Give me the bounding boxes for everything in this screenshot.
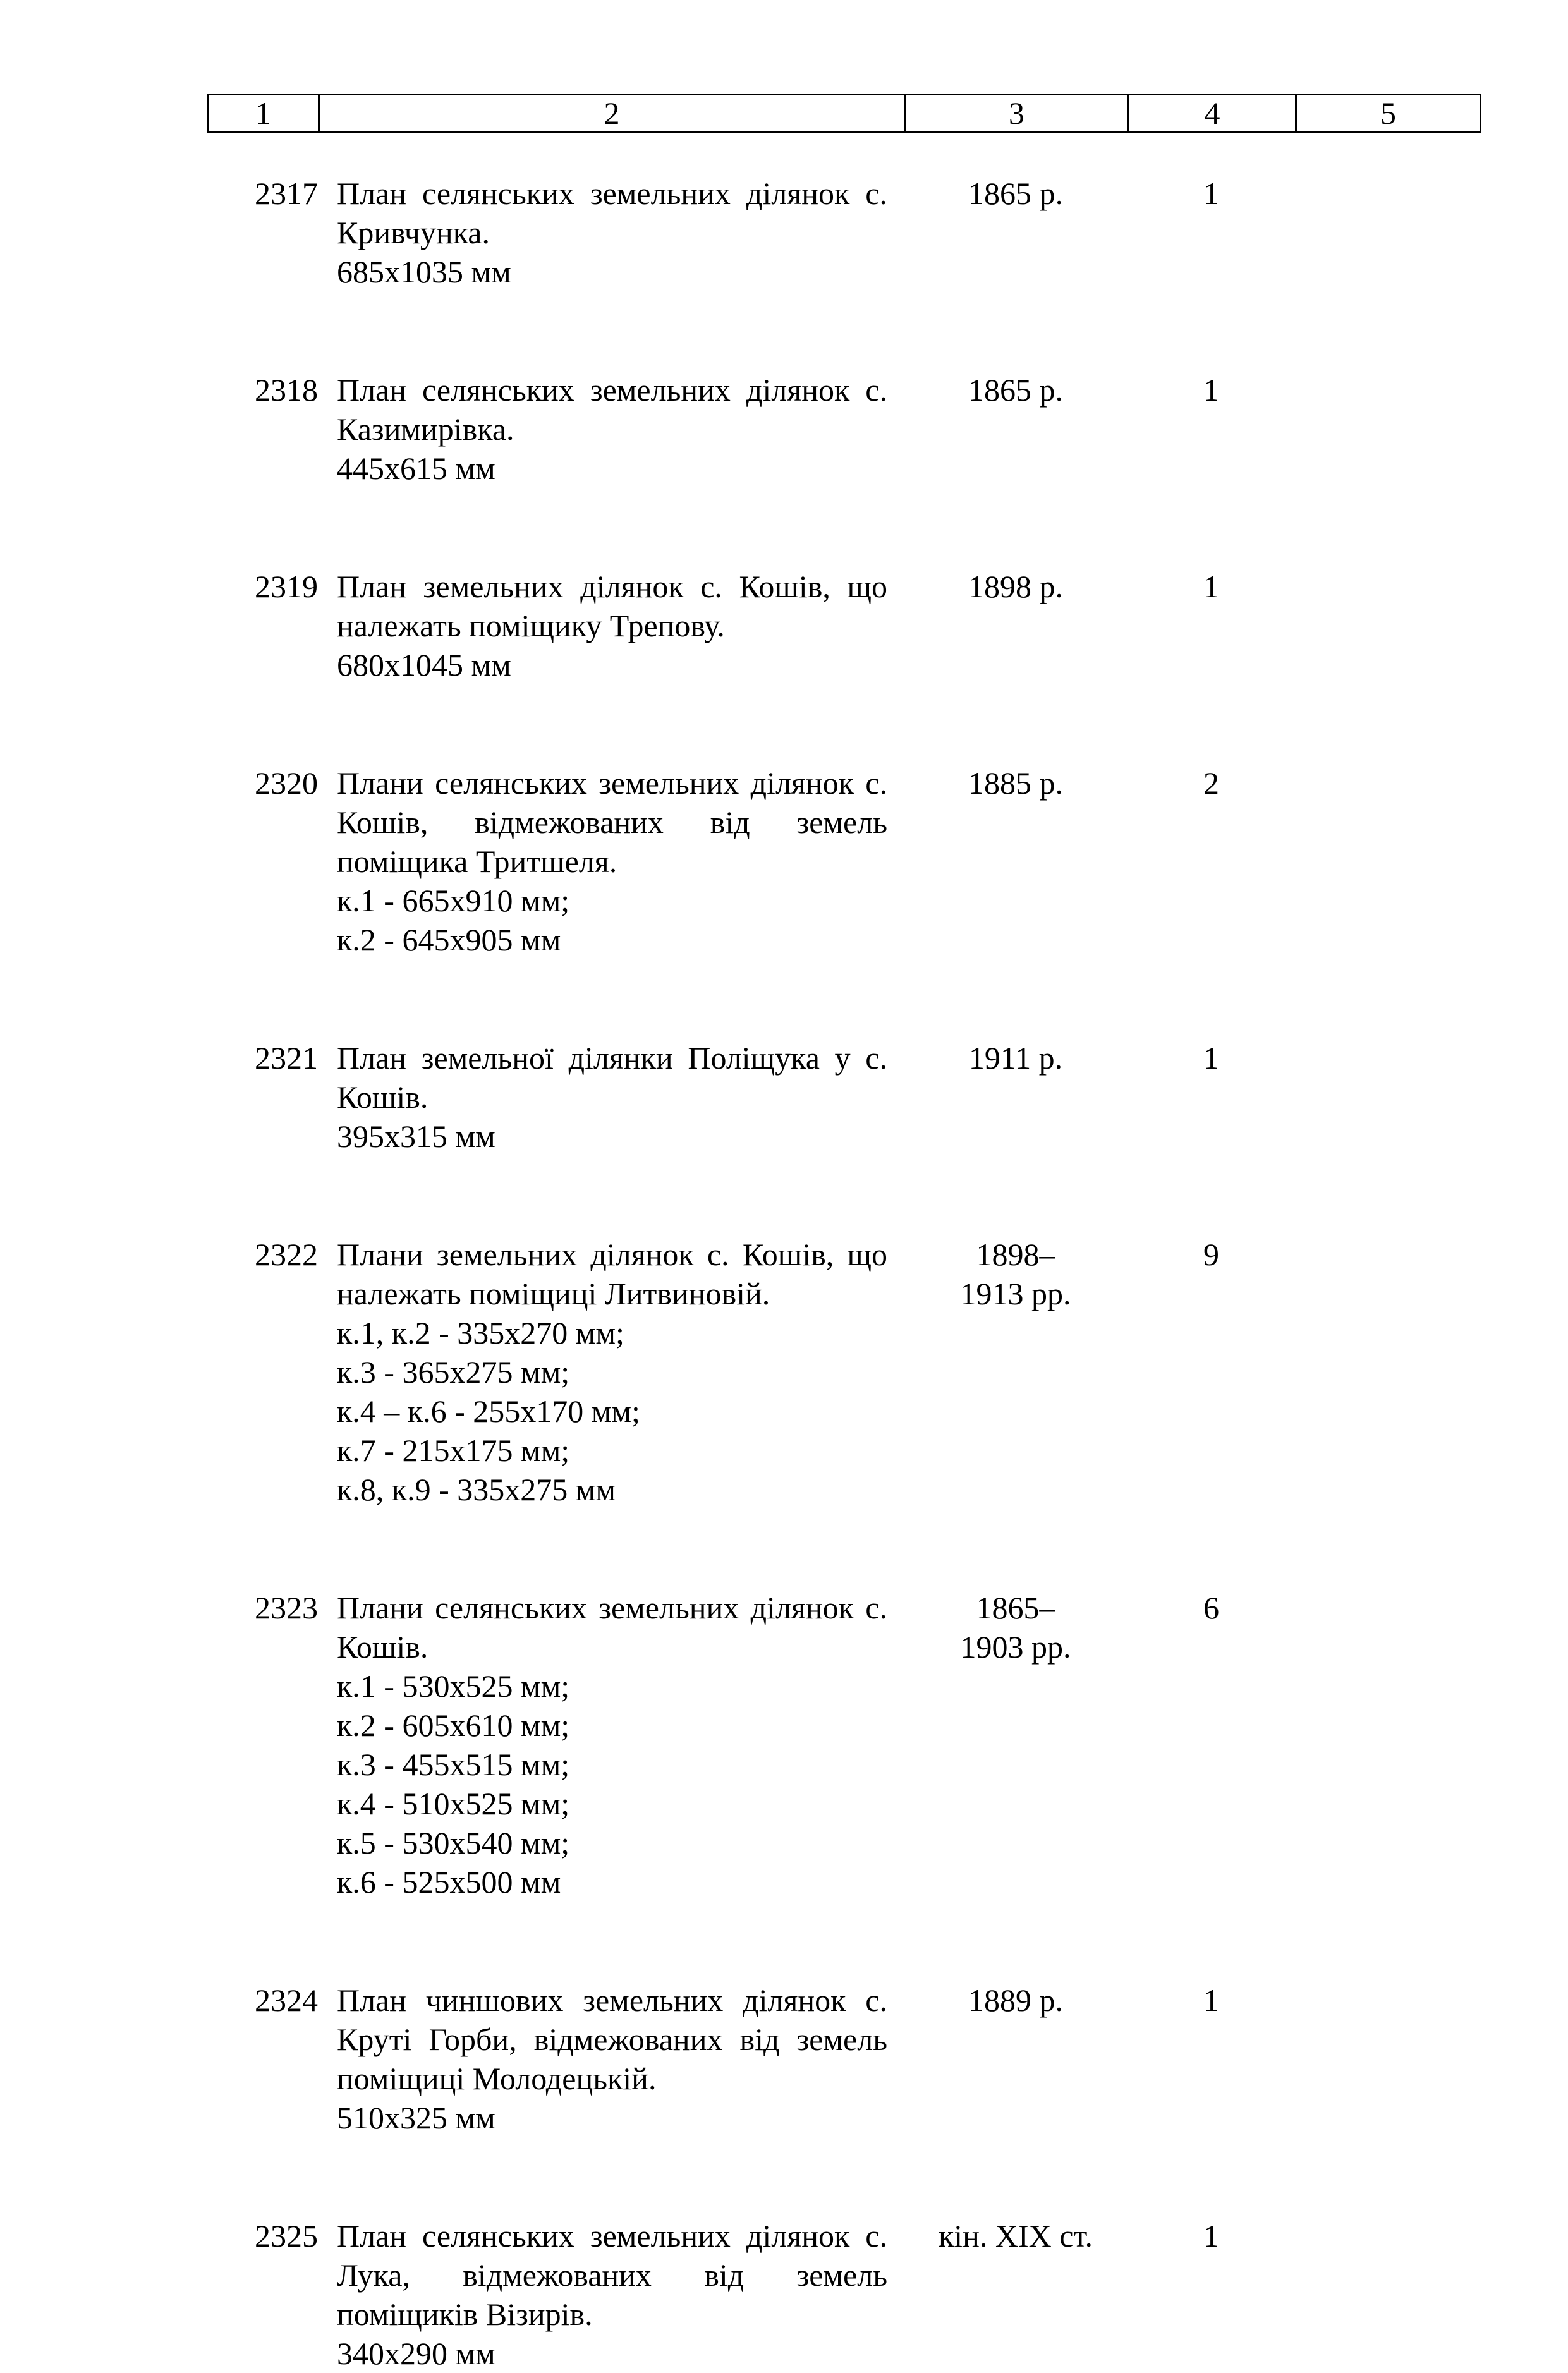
- record-date: кін. XIX ст.: [938, 2218, 1093, 2254]
- record-count: 1: [1203, 2218, 1219, 2254]
- record-description: [318, 763, 904, 959]
- column-header-5: 5: [1296, 95, 1481, 132]
- record-count: 1: [1203, 1040, 1219, 1076]
- record-notes: [1295, 370, 1480, 488]
- record-notes: [1295, 1981, 1480, 2137]
- record-dimensions: 340х290 мм: [337, 2336, 495, 2371]
- record-number: 2319: [255, 569, 318, 604]
- record-row: [207, 1981, 1480, 2137]
- record-notes: [1295, 1588, 1480, 1902]
- record-number: 2325: [255, 2218, 318, 2254]
- record-dimensions: к.1, к.2 - 335х270 мм;: [337, 1315, 624, 1350]
- column-header-4: 4: [1129, 95, 1296, 132]
- record-notes: [1295, 2216, 1480, 2373]
- column-header-table: [207, 94, 1481, 133]
- record-date: 1889 р.: [968, 1982, 1063, 2018]
- record-notes: [1295, 763, 1480, 959]
- record-date: 1865 р.: [968, 176, 1063, 211]
- record-notes: [1295, 1235, 1480, 1509]
- record-date: 1865– 1903 рр.: [960, 1590, 1071, 1665]
- record-description: [318, 1235, 904, 1509]
- column-header-row: [208, 95, 1481, 132]
- record-count: 1: [1203, 569, 1219, 604]
- record-number: 2324: [255, 1982, 318, 2018]
- record-dimensions: к.5 - 530х540 мм;: [337, 1825, 570, 1860]
- record-number: 2318: [255, 372, 318, 408]
- record-dimensions: к.4 – к.6 - 255х170 мм;: [337, 1393, 640, 1429]
- record-dimensions: к.3 - 455х515 мм;: [337, 1747, 570, 1782]
- column-header-3: 3: [905, 95, 1129, 132]
- record-title: Плани селянських земельних ділянок с. Кошів, відмежованих від земель поміщика Тритшеля.: [337, 765, 887, 879]
- record-row: [207, 2216, 1480, 2373]
- record-row: [207, 763, 1480, 959]
- record-title: Плани селянських земельних ділянок с. Кошів.: [337, 1590, 887, 1665]
- record-date: 1898– 1913 рр.: [960, 1237, 1071, 1311]
- records-list: [207, 174, 1480, 2373]
- record-row: [207, 567, 1480, 684]
- record-row: [207, 1038, 1480, 1156]
- record-dimensions: к.1 - 665х910 мм;: [337, 883, 570, 918]
- record-row: [207, 1235, 1480, 1509]
- record-count: 2: [1203, 765, 1219, 801]
- record-notes: [1295, 567, 1480, 684]
- record-title: План земельних ділянок с. Кошів, що належать поміщику Трепову.: [337, 569, 887, 643]
- record-date: 1865 р.: [968, 372, 1063, 408]
- record-title: План селянських земельних ділянок с. Лука, відмежованих від земель поміщиків Візирів.: [337, 2218, 887, 2332]
- record-title: План чиншових земельних ділянок с. Круті Горби, відмежованих від земель поміщиці Молодецькій.: [337, 1982, 887, 2096]
- record-row: [207, 174, 1480, 291]
- column-header-2: 2: [319, 95, 905, 132]
- record-dimensions: к.4 - 510х525 мм;: [337, 1786, 570, 1821]
- record-dimensions: 685х1035 мм: [337, 254, 511, 289]
- record-count: 6: [1203, 1590, 1219, 1625]
- record-number: 2321: [255, 1040, 318, 1076]
- record-number: 2322: [255, 1237, 318, 1272]
- record-count: 9: [1203, 1237, 1219, 1272]
- record-description: [318, 1038, 904, 1156]
- record-title: План селянських земельних ділянок с. Казимирівка.: [337, 372, 887, 447]
- record-description: [318, 174, 904, 291]
- record-title: План селянських земельних ділянок с. Кривчунка.: [337, 176, 887, 250]
- record-dimensions: 445х615 мм: [337, 451, 495, 486]
- record-date: 1885 р.: [968, 765, 1063, 801]
- record-count: 1: [1203, 1982, 1219, 2018]
- record-dimensions: 680х1045 мм: [337, 647, 511, 683]
- record-description: [318, 1981, 904, 2137]
- record-date: 1911 р.: [968, 1040, 1063, 1076]
- record-date: 1898 р.: [968, 569, 1063, 604]
- record-number: 2317: [255, 176, 318, 211]
- record-dimensions: к.3 - 365х275 мм;: [337, 1354, 570, 1390]
- record-dimensions: к.1 - 530х525 мм;: [337, 1668, 570, 1704]
- record-row: [207, 370, 1480, 488]
- record-number: 2320: [255, 765, 318, 801]
- record-description: [318, 567, 904, 684]
- record-dimensions: к.8, к.9 - 335х275 мм: [337, 1472, 616, 1507]
- record-dimensions: 510х325 мм: [337, 2100, 495, 2135]
- record-number: 2323: [255, 1590, 318, 1625]
- record-dimensions: к.7 - 215х175 мм;: [337, 1433, 570, 1468]
- record-dimensions: 395х315 мм: [337, 1119, 495, 1154]
- record-title: План земельної ділянки Поліщука у с. Кошів.: [337, 1040, 887, 1115]
- record-dimensions: к.2 - 605х610 мм;: [337, 1708, 570, 1743]
- record-count: 1: [1203, 372, 1219, 408]
- record-dimensions: к.6 - 525х500 мм: [337, 1864, 561, 1900]
- column-header-1: 1: [208, 95, 319, 132]
- record-title: Плани земельних ділянок с. Кошів, що належать поміщиці Литвиновій.: [337, 1237, 887, 1311]
- record-description: [318, 1588, 904, 1902]
- record-dimensions: к.2 - 645х905 мм: [337, 922, 561, 957]
- record-row: [207, 1588, 1480, 1902]
- record-notes: [1295, 174, 1480, 291]
- record-description: [318, 2216, 904, 2373]
- record-description: [318, 370, 904, 488]
- record-count: 1: [1203, 176, 1219, 211]
- record-notes: [1295, 1038, 1480, 1156]
